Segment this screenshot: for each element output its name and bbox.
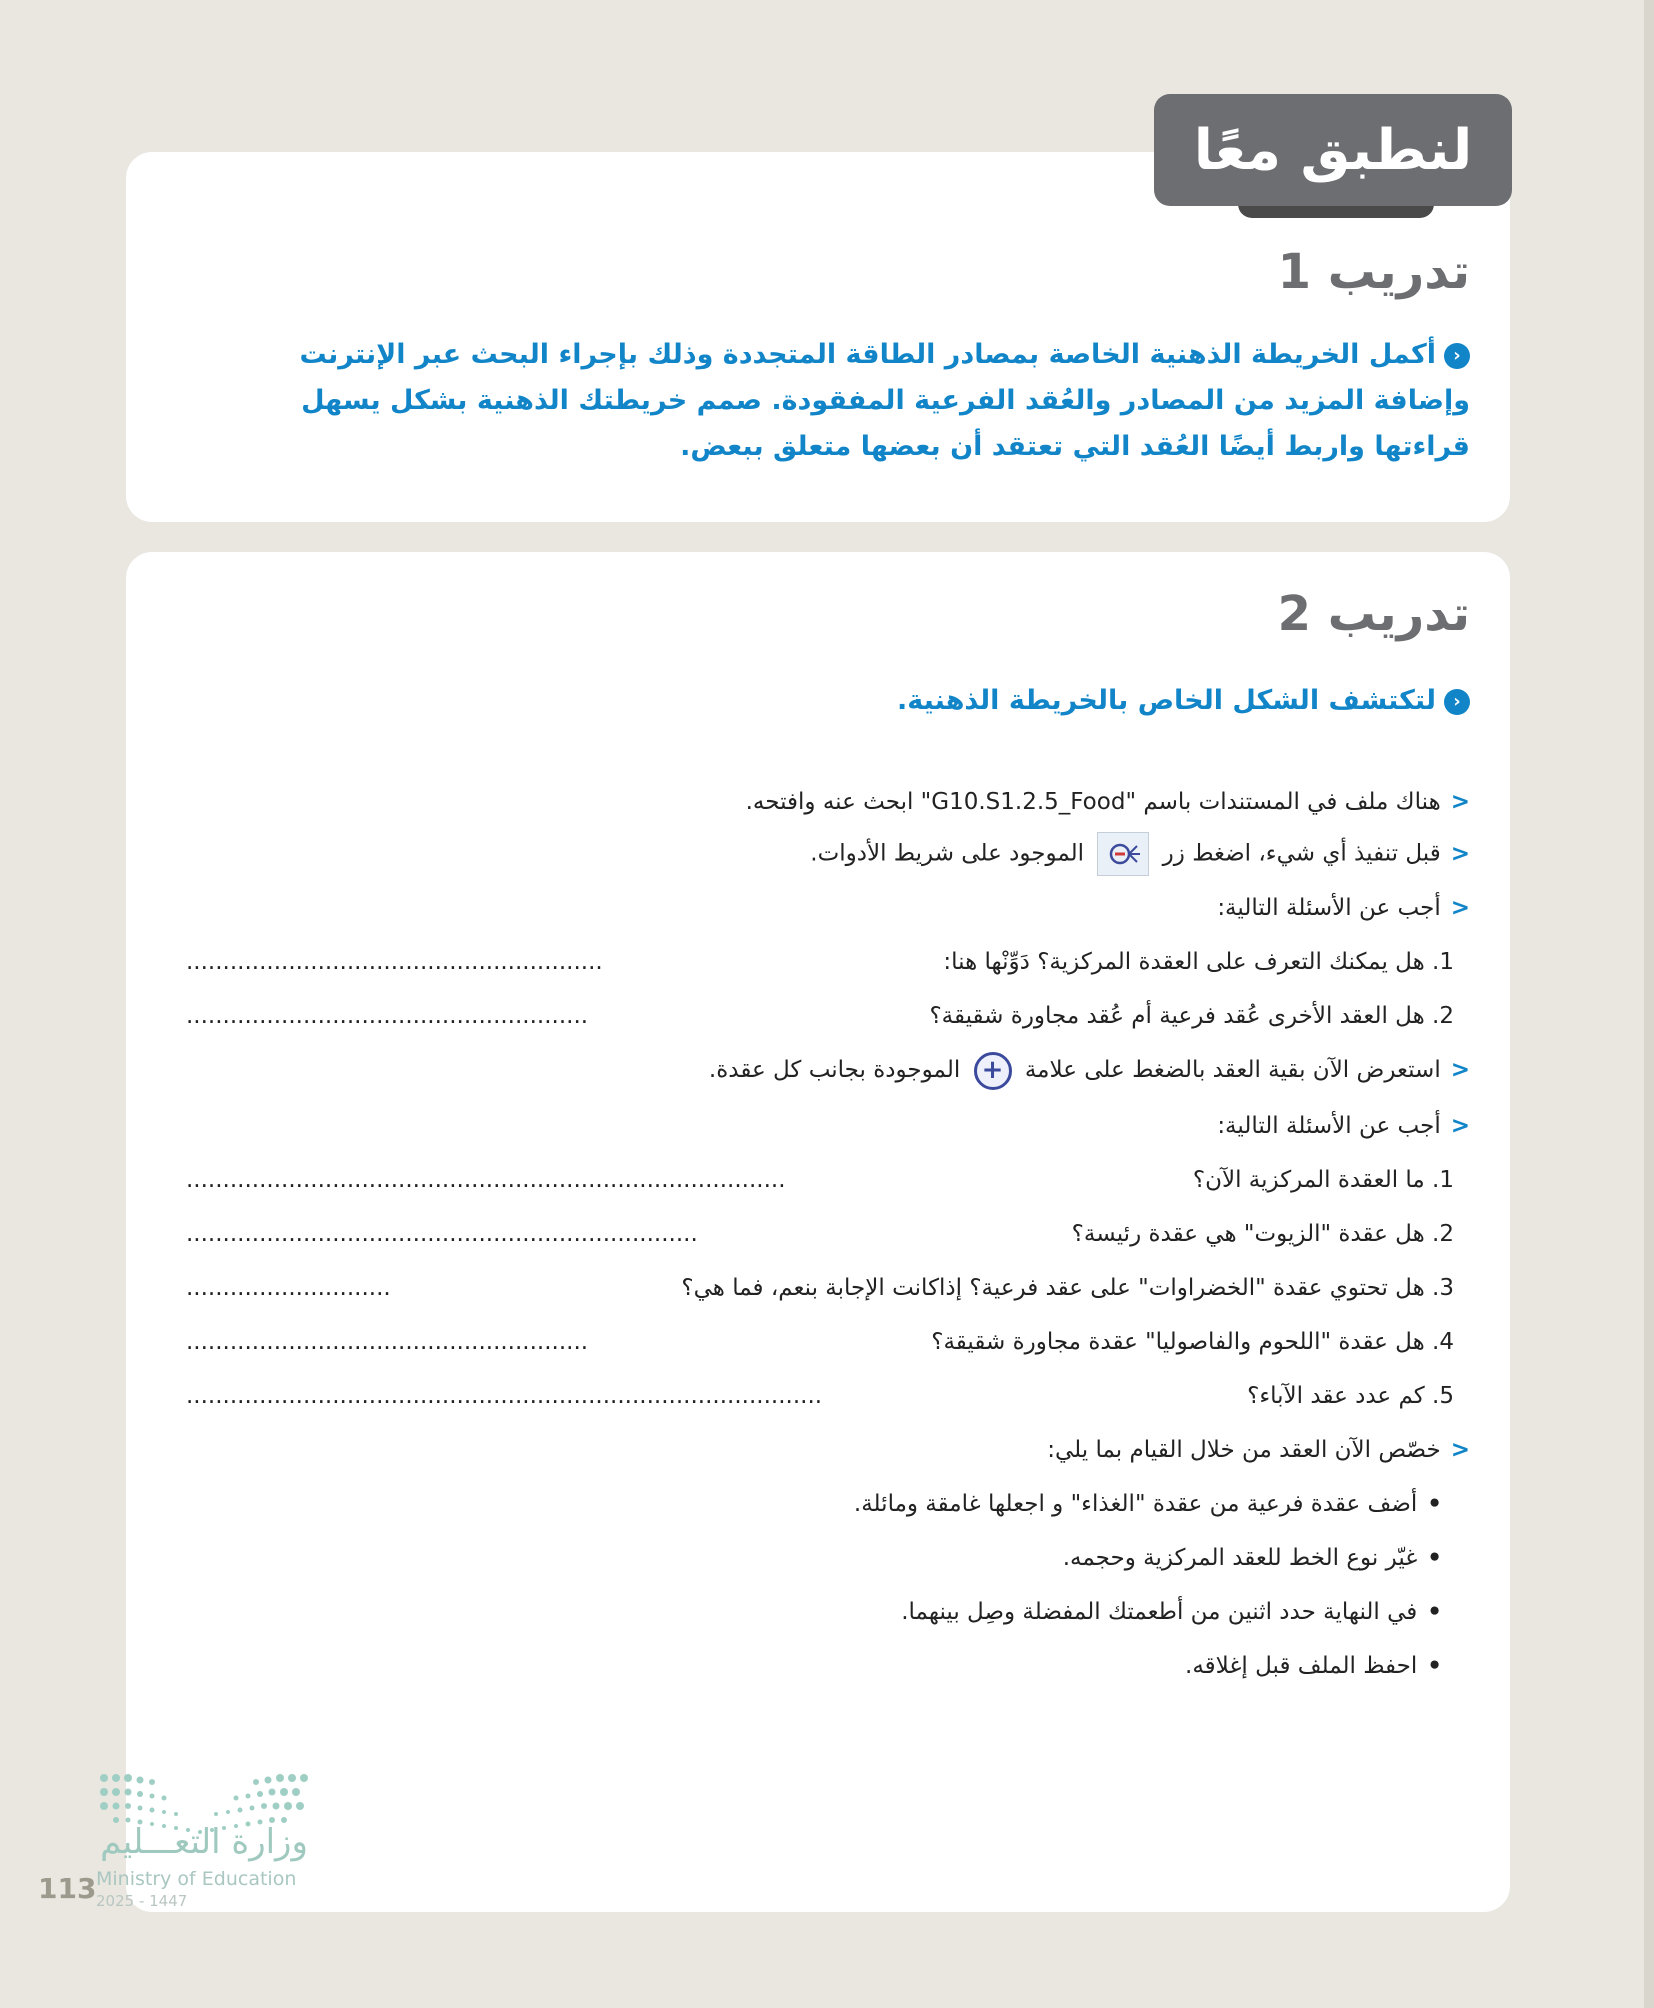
answer-prompt-1-text: أجب عن الأسئلة التالية: <box>1217 895 1441 921</box>
list-item-text: غيّر نوع الخط للعقد المركزية وحجمه. <box>1062 1545 1418 1571</box>
page-number: 113 <box>38 1872 97 1905</box>
chevron-icon: < <box>1450 1113 1470 1139</box>
bullet-icon: • <box>1427 1599 1442 1625</box>
chevron-icon: < <box>1450 789 1470 815</box>
answer-line-2-2[interactable]: ...................................................................... <box>186 1221 698 1247</box>
answer-prompt-2 <box>1217 1106 1470 1146</box>
answer-line-2-3[interactable]: ............................ <box>186 1275 391 1301</box>
exercise-2-task-text: لتكتشف الشكل الخاص بالخريطة الذهنية. <box>897 685 1436 716</box>
chevron-icon: < <box>1450 1437 1470 1463</box>
answer-prompt-1 <box>1217 888 1470 928</box>
chevron-icon: < <box>1450 895 1470 921</box>
step-review-text-a: استعرض الآن بقية العقد بالضغط على علامة <box>1024 1057 1441 1083</box>
step-review-nodes <box>709 1050 1470 1090</box>
question-2-5: 5. كم عدد عقد الآباء؟ <box>1247 1383 1454 1409</box>
step-toolbar-text-b: الموجود على شريط الأدوات. <box>810 840 1085 867</box>
answer-prompt-2-text: أجب عن الأسئلة التالية: <box>1217 1113 1441 1139</box>
list-item <box>1063 1538 1442 1578</box>
chevron-left-icon: ‹ <box>1444 689 1470 715</box>
ministry-year: 2025 - 1447 <box>96 1892 188 1910</box>
customize-intro-text: خصّص الآن العقد من خلال القيام بما يلي: <box>1047 1437 1441 1463</box>
answer-line-2-4[interactable]: ....................................................... <box>186 1329 589 1355</box>
exercise-2-task <box>470 678 1470 724</box>
answer-line-2-5[interactable]: ....................................................................................... <box>186 1383 823 1409</box>
chevron-left-icon: ‹ <box>1444 343 1470 369</box>
answer-line-1-1[interactable]: ......................................................... <box>186 949 603 975</box>
exercise-1-title: تدريب 1 <box>1277 244 1470 300</box>
step-open-file-text: هناك ملف في المستندات باسم "G10.S1.2.5_Food" ابحث عنه وافتحه. <box>745 789 1441 815</box>
step-open-file <box>746 782 1470 822</box>
list-item-text: في النهاية حدد اثنين من أطعمتك المفضلة وصِل بينهما. <box>901 1599 1418 1625</box>
step-review-text-b: الموجودة بجانب كل عقدة. <box>708 1057 961 1083</box>
collapse-all-toolbar-icon[interactable] <box>1097 832 1149 876</box>
step-toolbar-button <box>810 832 1470 876</box>
expand-plus-icon[interactable]: + <box>974 1052 1012 1090</box>
answer-line-1-2[interactable]: ....................................................... <box>186 1003 589 1029</box>
list-item <box>854 1484 1442 1524</box>
customize-intro <box>1047 1430 1470 1470</box>
exercise-2-title: تدريب 2 <box>1277 586 1470 642</box>
exercise-1-task-text: أكمل الخريطة الذهنية الخاصة بمصادر الطاقة المتجددة وذلك بإجراء البحث عبر الإنترنت وإضافة المزيد من المصادر والعُقد الفرعية المفقودة. صمم خريطتك الذهنية بشكل يسهل قراءتها واربط أيضًا العُقد التي تعتقد أن بعضها متعلق ببعض. <box>299 339 1470 462</box>
question-2-1: 1. ما العقدة المركزية الآن؟ <box>1192 1167 1454 1193</box>
exercise-1-task <box>230 332 1470 470</box>
question-2-3: 3. هل تحتوي عقدة "الخضراوات" على عقد فرعية؟ إذاكانت الإجابة بنعم، فما هي؟ <box>681 1275 1454 1301</box>
question-1-1: 1. هل يمكنك التعرف على العقدة المركزية؟ دَوِّنْها هنا: <box>943 949 1454 975</box>
ministry-name-arabic: وزارة التعـــليم <box>100 1822 308 1862</box>
bullet-icon: • <box>1427 1491 1442 1517</box>
list-item-text: أضف عقدة فرعية من عقدة "الغذاء" و اجعلها غامقة ومائلة. <box>853 1491 1418 1517</box>
section-banner: لنطبق معًا <box>1154 94 1512 206</box>
question-1-2: 2. هل العقد الأخرى عُقد فرعية أم عُقد مجاورة شقيقة؟ <box>929 1003 1454 1029</box>
question-2-2: 2. هل عقدة "الزيوت" هي عقدة رئيسة؟ <box>1071 1221 1454 1247</box>
list-item-text: احفظ الملف قبل إغلاقه. <box>1185 1653 1418 1679</box>
ministry-name-english: Ministry of Education <box>96 1868 297 1890</box>
step-toolbar-text-a: قبل تنفيذ أي شيء، اضغط زر <box>1162 840 1441 867</box>
page-edge <box>1644 0 1654 2008</box>
answer-line-2-1[interactable]: .................................................................................. <box>186 1167 786 1193</box>
chevron-icon: < <box>1450 840 1470 867</box>
chevron-icon: < <box>1450 1057 1470 1083</box>
list-item <box>1185 1646 1442 1686</box>
question-2-4: 4. هل عقدة "اللحوم والفاصوليا" عقدة مجاورة شقيقة؟ <box>931 1329 1454 1355</box>
bullet-icon: • <box>1427 1545 1442 1571</box>
bullet-icon: • <box>1427 1653 1442 1679</box>
list-item <box>901 1592 1442 1632</box>
